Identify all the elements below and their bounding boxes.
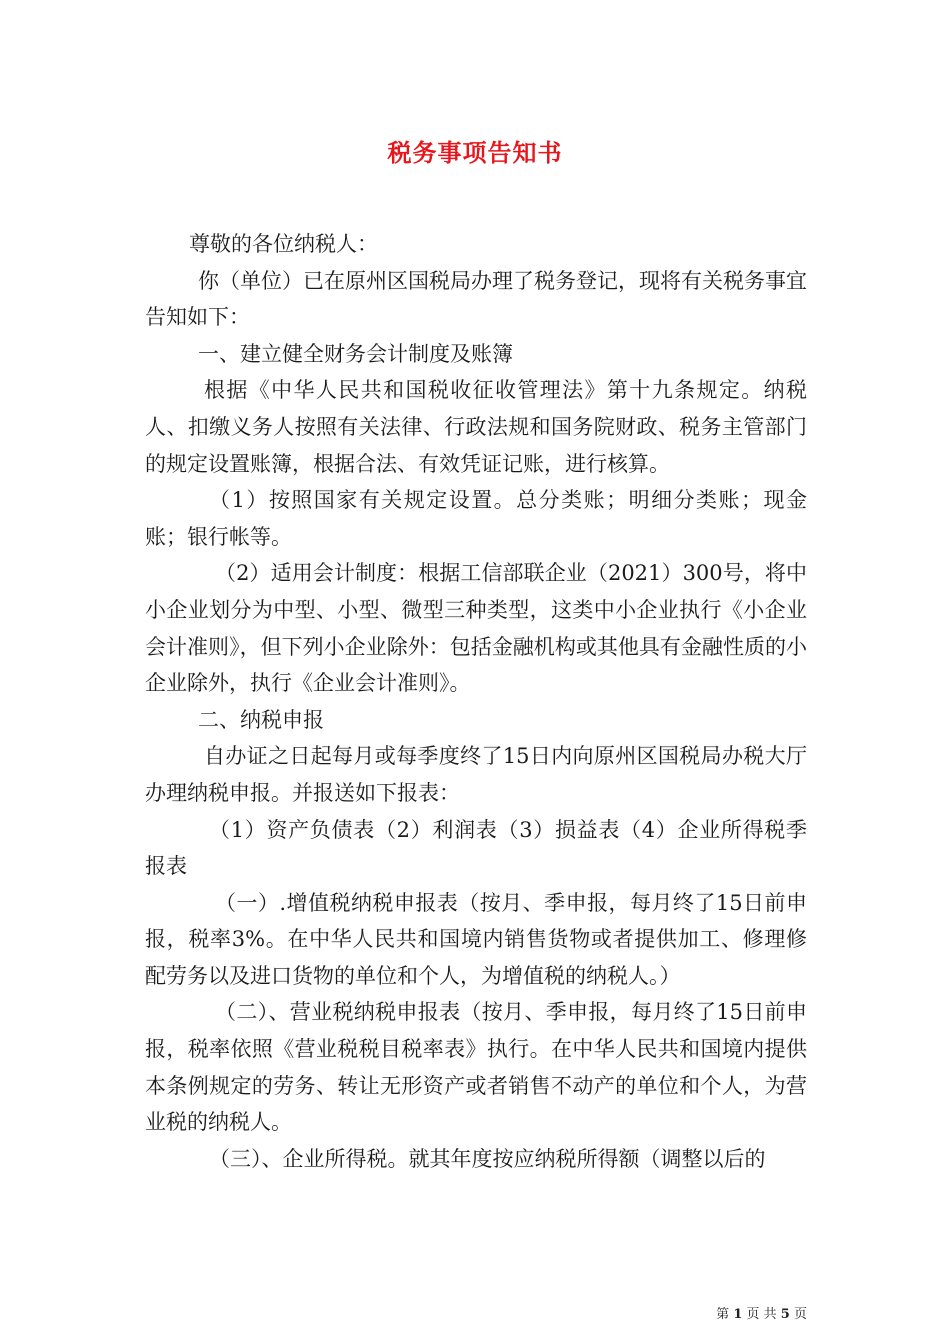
section-heading-2: 二、纳税申报	[198, 707, 324, 732]
salutation: 尊敬的各位纳税人：	[189, 232, 378, 256]
item-1-accounts: （1）按照国家有关规定设置。总分类账；明细分类账；现金账；银行帐等。	[145, 488, 807, 549]
paragraph-filing: 自办证之日起每月或每季度终了15日内向原州区国税局办税大厅办理纳税申报。并报送如下报表：	[145, 744, 807, 805]
item-business-tax: （二）、营业税纳税申报表（按月、季申报，每月终了15日前申报，税率依照《营业税税目税率表》执行。在中华人民共和国境内提供本条例规定的劳务、转让无形资产或者销售不动产的单位和个人，为营业税的纳税人。	[145, 1000, 807, 1135]
item-reports: （1）资产负债表（2）利润表（3）损益表（4）企业所得税季报表	[145, 817, 807, 879]
item-2-accounting-system: （2）适用会计制度：根据工信部联企业（2021）300号，将中小企业划分为中型、小型、微型三种类型，这类中小企业执行《小企业会计准则》，但下列小企业除外：包括金融机构或其他具有金融性质的小企业除外，执行《企业会计准则》。	[145, 561, 807, 696]
item-vat: （一）.增值税纳税申报表（按月、季申报，每月终了15日前申报，税率3%。在中华人民共和国境内销售货物或者提供加工、修理修配劳务以及进口货物的单位和个人，为增值税的纳税人。）	[145, 890, 807, 988]
page-number-footer	[716, 1303, 807, 1322]
footer-current-page: 1	[733, 1307, 743, 1322]
footer-prefix: 第	[716, 1307, 730, 1322]
footer-suffix: 页	[793, 1307, 807, 1322]
section-heading-1: 一、建立健全财务会计制度及账簿	[198, 341, 513, 366]
item-income-tax: （三）、企业所得税。就其年度按应纳税所得额（调整以后的	[209, 1146, 766, 1171]
footer-total-pages: 5	[780, 1307, 790, 1322]
document-title: 税务事项告知书	[387, 138, 563, 167]
document-body	[145, 226, 807, 1177]
paragraph-law: 根据《中华人民共和国税收征收管理法》第十九条规定。纳税人、扣缴义务人按照有关法律、行政法规和国务院财政、税务主管部门的规定设置账簿，根据合法、有效凭证记账，进行核算。	[145, 378, 807, 476]
footer-middle: 页 共	[746, 1307, 777, 1322]
intro-paragraph: 你（单位）已在原州区国税局办理了税务登记，现将有关税务事宜告知如下：	[145, 268, 807, 330]
